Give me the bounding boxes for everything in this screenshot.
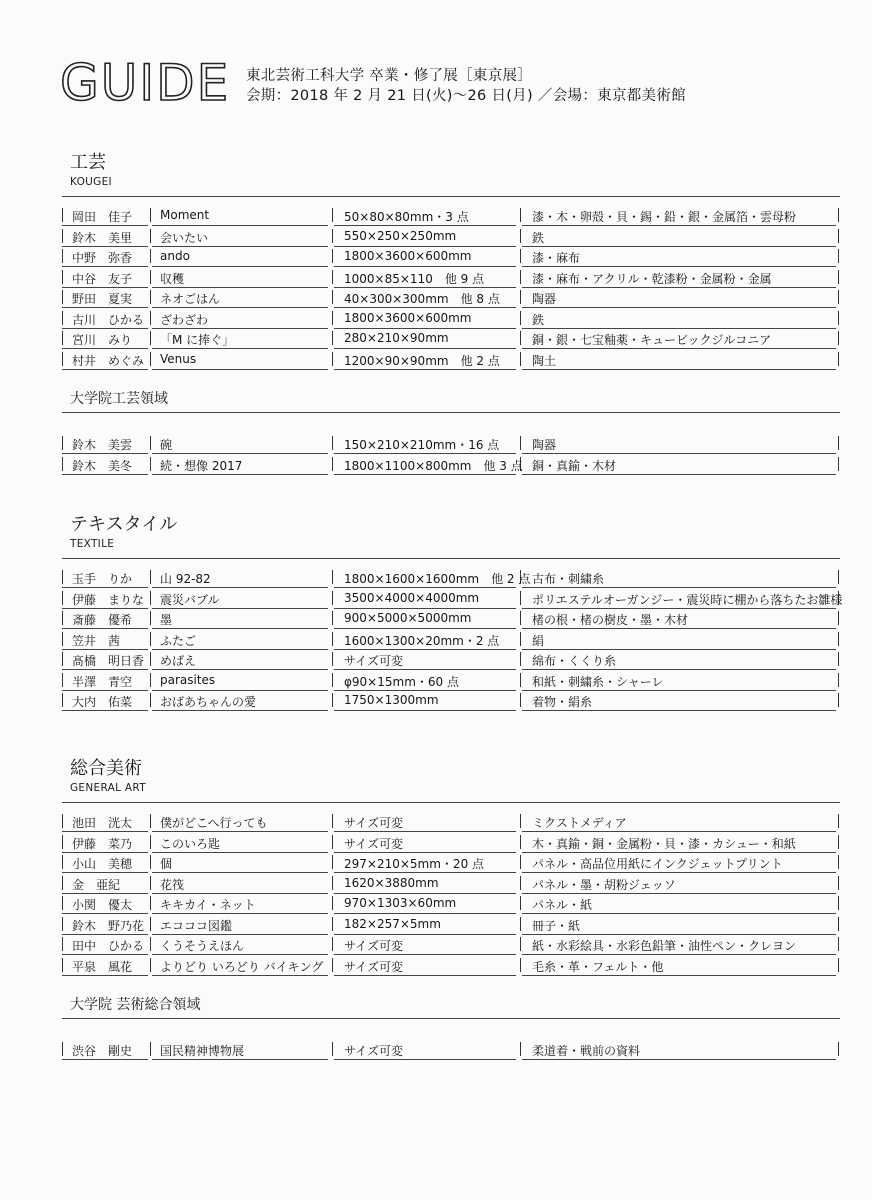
artwork-material: パネル・高品位用紙にインクジェットプリント xyxy=(532,857,783,871)
artwork-row xyxy=(62,288,842,308)
row-underline xyxy=(62,975,148,976)
artist-name: 古川 ひかる xyxy=(72,312,145,327)
artwork-material: 陶器 xyxy=(532,438,557,452)
column-separator xyxy=(62,855,63,869)
column-separator xyxy=(520,436,521,450)
artwork-title: 震災バブル xyxy=(160,592,220,607)
row-underline xyxy=(62,1059,148,1060)
column-separator xyxy=(62,290,63,304)
column-separator xyxy=(150,591,151,605)
artwork-material: 着物・絹糸 xyxy=(532,695,593,709)
column-separator xyxy=(520,876,521,890)
column-separator xyxy=(150,352,151,366)
artist-name: 池田 洸太 xyxy=(72,816,133,830)
column-separator xyxy=(332,229,333,243)
column-separator xyxy=(332,937,333,951)
section-title-textile: テキスタイル xyxy=(70,514,178,535)
row-underline xyxy=(334,710,516,711)
column-separator xyxy=(150,958,151,972)
column-separator xyxy=(150,457,151,471)
row-underline xyxy=(334,1059,516,1060)
row-underline xyxy=(62,369,148,370)
column-separator xyxy=(62,896,63,910)
artwork-size: 182×257×5mm xyxy=(344,916,441,931)
column-separator xyxy=(332,208,333,222)
artwork-material: ポリエステルオーガンジー・震災時に棚から落ちたお雛様 xyxy=(532,592,843,607)
artwork-size: 900×5000×5000mm xyxy=(344,611,472,625)
column-separator xyxy=(838,570,839,584)
column-separator xyxy=(150,632,151,646)
artwork-title: 個 xyxy=(160,857,173,871)
column-separator xyxy=(838,436,839,450)
artwork-row xyxy=(62,915,842,935)
column-separator xyxy=(332,290,333,304)
artwork-title: よりどり いろどり バイキング xyxy=(160,959,324,974)
column-separator xyxy=(150,331,151,345)
artwork-size: サイズ可変 xyxy=(344,816,404,830)
column-separator xyxy=(520,958,521,972)
column-separator xyxy=(150,249,151,263)
artwork-row xyxy=(62,227,842,247)
artwork-title: 山 92-82 xyxy=(160,572,211,586)
artwork-title: このいろ匙 xyxy=(160,836,221,851)
section-title-general-art-grad: 大学院 芸術総合領域 xyxy=(70,997,201,1013)
column-separator xyxy=(838,958,839,972)
column-separator xyxy=(62,693,63,707)
row-underline xyxy=(522,474,836,475)
artist-name: 金 亜紀 xyxy=(72,877,121,892)
artwork-title: 墨 xyxy=(160,613,173,627)
section-divider xyxy=(62,412,840,413)
column-separator xyxy=(150,611,151,625)
column-separator xyxy=(838,331,839,345)
row-underline xyxy=(152,975,328,976)
column-separator xyxy=(838,1042,839,1056)
artist-name: 中谷 友子 xyxy=(72,271,133,286)
column-separator xyxy=(838,693,839,707)
row-underline xyxy=(522,975,836,976)
section-subtitle-kougei: KOUGEI xyxy=(70,176,112,188)
column-separator xyxy=(62,673,63,687)
artwork-row xyxy=(62,350,842,370)
artwork-title: エコココ図鑑 xyxy=(160,918,233,933)
section-divider xyxy=(62,1018,840,1019)
artist-name: 渋谷 剛史 xyxy=(72,1044,133,1058)
artwork-size: 1000×85×110 他 9 点 xyxy=(344,271,485,286)
artwork-material: 漆・麻布・アクリル・乾漆粉・金属粉・金属 xyxy=(532,271,772,286)
artwork-material: 銅・真鍮・木材 xyxy=(532,458,617,473)
artwork-size: 280×210×90mm xyxy=(344,331,449,345)
column-separator xyxy=(332,570,333,584)
artwork-row xyxy=(62,956,842,976)
artwork-material: 和紙・刺繍糸・シャーレ xyxy=(532,674,664,689)
artist-name: 鈴木 美冬 xyxy=(72,458,133,473)
column-separator xyxy=(62,937,63,951)
artwork-size: 150×210×210mm・16 点 xyxy=(344,438,500,452)
exhibition-dates-venue: 会期：2018 年 2 月 21 日(火)〜26 日(月) ／会場：東京都美術館 xyxy=(246,88,686,104)
column-separator xyxy=(838,311,839,325)
row-underline xyxy=(152,474,328,475)
column-separator xyxy=(838,896,839,910)
column-separator xyxy=(150,436,151,450)
artwork-title: ふたご xyxy=(160,633,197,648)
artwork-row xyxy=(62,1040,842,1060)
row-underline xyxy=(152,710,328,711)
column-separator xyxy=(838,876,839,890)
column-separator xyxy=(332,436,333,450)
column-separator xyxy=(520,693,521,707)
row-underline xyxy=(152,1059,328,1060)
column-separator xyxy=(62,249,63,263)
artwork-size: 970×1303×60mm xyxy=(344,896,457,910)
column-separator xyxy=(838,249,839,263)
column-separator xyxy=(150,876,151,890)
column-separator xyxy=(62,570,63,584)
column-separator xyxy=(62,208,63,222)
column-separator xyxy=(520,814,521,828)
artist-name: 鈴木 美里 xyxy=(72,230,133,245)
column-separator xyxy=(520,632,521,646)
column-separator xyxy=(150,693,151,707)
column-separator xyxy=(150,652,151,666)
column-separator xyxy=(838,917,839,931)
column-separator xyxy=(520,352,521,366)
artwork-row xyxy=(62,630,842,650)
column-separator xyxy=(520,937,521,951)
artwork-size: 1750×1300mm xyxy=(344,693,439,707)
column-separator xyxy=(838,208,839,222)
section-title-kougei: 工芸 xyxy=(70,152,106,173)
column-separator xyxy=(150,917,151,931)
column-separator xyxy=(62,1042,63,1056)
artist-name: 小関 優太 xyxy=(72,898,133,912)
artist-name: 村井 めぐみ xyxy=(72,353,145,368)
column-separator xyxy=(62,835,63,849)
column-separator xyxy=(838,457,839,471)
column-separator xyxy=(150,835,151,849)
column-separator xyxy=(332,591,333,605)
column-separator xyxy=(332,632,333,646)
artwork-row xyxy=(62,206,842,226)
column-separator xyxy=(150,311,151,325)
column-separator xyxy=(520,290,521,304)
section-subtitle-general-art: GENERAL ART xyxy=(70,782,146,794)
section-divider xyxy=(62,196,840,197)
artist-name: 斎藤 優希 xyxy=(72,613,133,627)
row-underline xyxy=(334,369,516,370)
artwork-row xyxy=(62,589,842,609)
artwork-material: 漆・木・卵殻・貝・錫・鉛・銀・金属箔・雲母粉 xyxy=(532,210,797,224)
column-separator xyxy=(150,570,151,584)
column-separator xyxy=(62,229,63,243)
column-separator xyxy=(332,457,333,471)
artwork-row xyxy=(62,268,842,288)
column-separator xyxy=(62,311,63,325)
artwork-row xyxy=(62,329,842,349)
column-separator xyxy=(150,896,151,910)
column-separator xyxy=(62,652,63,666)
artwork-row xyxy=(62,609,842,629)
artist-name: 伊藤 菜乃 xyxy=(72,836,133,851)
column-separator xyxy=(332,896,333,910)
row-underline xyxy=(334,975,516,976)
column-separator xyxy=(332,958,333,972)
artwork-row xyxy=(62,691,842,711)
column-separator xyxy=(332,311,333,325)
column-separator xyxy=(838,835,839,849)
row-underline xyxy=(152,369,328,370)
artwork-size: 1800×3600×600mm xyxy=(344,310,472,325)
section-subtitle-textile: TEXTILE xyxy=(70,538,115,550)
artwork-title: 会いたい xyxy=(160,230,209,245)
artist-name: 玉手 りか xyxy=(72,572,133,586)
column-separator xyxy=(332,835,333,849)
artwork-title: parasites xyxy=(160,672,216,687)
artwork-size: 297×210×5mm・20 点 xyxy=(344,857,485,871)
artwork-row xyxy=(62,671,842,691)
column-separator xyxy=(62,436,63,450)
artwork-material: 楮の根・楮の樹皮・墨・木材 xyxy=(532,613,689,627)
artwork-size: 1600×1300×20mm・2 点 xyxy=(344,633,500,648)
section-divider xyxy=(62,802,840,803)
artwork-material: 絹 xyxy=(532,633,545,648)
artwork-row xyxy=(62,812,842,832)
artwork-row xyxy=(62,455,842,475)
artwork-title: めばえ xyxy=(160,654,197,668)
column-separator xyxy=(62,632,63,646)
column-separator xyxy=(838,270,839,284)
artist-name: 小山 美穂 xyxy=(72,857,133,871)
artist-name: 伊藤 まりな xyxy=(72,592,145,607)
artwork-row xyxy=(62,833,842,853)
section-title-kougei-grad: 大学院工芸領域 xyxy=(70,391,168,407)
column-separator xyxy=(838,814,839,828)
artwork-row xyxy=(62,894,842,914)
artwork-size: サイズ可変 xyxy=(344,1044,404,1058)
artwork-size: 40×300×300mm 他 8 点 xyxy=(344,292,500,306)
artwork-material: 漆・麻布 xyxy=(532,251,581,265)
artwork-material: 柔道着・戦前の資料 xyxy=(532,1044,641,1058)
artwork-size: サイズ可変 xyxy=(344,939,404,953)
column-separator xyxy=(332,673,333,687)
column-separator xyxy=(520,673,521,687)
artwork-title: ネオごはん xyxy=(160,292,221,306)
artwork-material: ミクストメディア xyxy=(532,816,627,830)
artwork-row xyxy=(62,853,842,873)
column-separator xyxy=(62,331,63,345)
column-separator xyxy=(332,249,333,263)
artwork-material: 陶土 xyxy=(532,353,557,368)
row-underline xyxy=(522,1059,836,1060)
guide-logo: GUIDE xyxy=(60,54,231,112)
column-separator xyxy=(332,693,333,707)
artwork-material: 紙・水彩絵具・水彩色鉛筆・油性ペン・クレヨン xyxy=(532,939,797,953)
column-separator xyxy=(838,611,839,625)
column-separator xyxy=(150,937,151,951)
column-separator xyxy=(838,632,839,646)
artwork-size: サイズ可変 xyxy=(344,654,404,668)
artist-name: 岡田 佳子 xyxy=(72,210,133,224)
artwork-material: 木・真鍮・銅・金属粉・貝・漆・カシュー・和紙 xyxy=(532,836,796,851)
column-separator xyxy=(150,814,151,828)
artwork-row xyxy=(62,434,842,454)
column-separator xyxy=(520,208,521,222)
artwork-material: 銅・銀・七宝釉薬・キュービックジルコニア xyxy=(532,333,772,347)
artist-name: 鈴木 美雲 xyxy=(72,438,133,452)
artwork-material: 綿布・くくり糸 xyxy=(532,654,617,668)
column-separator xyxy=(62,876,63,890)
column-separator xyxy=(62,270,63,284)
row-underline xyxy=(62,474,148,475)
artwork-title: 収穫 xyxy=(160,271,185,286)
row-underline xyxy=(62,710,148,711)
column-separator xyxy=(62,591,63,605)
column-separator xyxy=(838,937,839,951)
artwork-size: 550×250×250mm xyxy=(344,228,457,243)
column-separator xyxy=(838,652,839,666)
artwork-size: サイズ可変 xyxy=(344,959,404,974)
column-separator xyxy=(62,917,63,931)
artist-name: 笠井 茜 xyxy=(72,633,121,648)
column-separator xyxy=(332,331,333,345)
artwork-size: サイズ可変 xyxy=(344,836,404,851)
column-separator xyxy=(520,917,521,931)
artwork-title: 国民精神博物展 xyxy=(160,1044,245,1058)
column-separator xyxy=(332,876,333,890)
column-separator xyxy=(332,814,333,828)
artwork-material: 陶器 xyxy=(532,292,557,306)
column-separator xyxy=(520,835,521,849)
artwork-title: 続・想像 2017 xyxy=(160,458,243,473)
column-separator xyxy=(520,896,521,910)
column-separator xyxy=(150,270,151,284)
column-separator xyxy=(520,249,521,263)
artist-name: 田中 ひかる xyxy=(72,939,145,953)
column-separator xyxy=(150,229,151,243)
column-separator xyxy=(520,652,521,666)
artwork-size: 1200×90×90mm 他 2 点 xyxy=(344,353,500,368)
column-separator xyxy=(332,270,333,284)
exhibition-title: 東北芸術工科大学 卒業・修了展［東京展］ xyxy=(246,68,533,84)
column-separator xyxy=(150,290,151,304)
artist-name: 大内 佑菜 xyxy=(72,695,133,709)
artwork-row xyxy=(62,874,842,894)
column-separator xyxy=(838,229,839,243)
column-separator xyxy=(520,331,521,345)
row-underline xyxy=(522,369,836,370)
artwork-material: 鉄 xyxy=(532,312,545,327)
column-separator xyxy=(520,311,521,325)
artist-name: 髙橋 明日香 xyxy=(72,654,145,668)
artwork-title: 花筏 xyxy=(160,877,185,892)
artwork-material: 冊子・紙 xyxy=(532,918,581,933)
artwork-title: Venus xyxy=(160,351,197,366)
row-underline xyxy=(334,474,516,475)
artwork-row xyxy=(62,247,842,267)
artwork-size: 1800×3600×600mm xyxy=(344,249,472,263)
column-separator xyxy=(332,1042,333,1056)
column-separator xyxy=(838,673,839,687)
artwork-title: ざわざわ xyxy=(160,312,209,327)
column-separator xyxy=(520,611,521,625)
artwork-size: 1620×3880mm xyxy=(344,875,439,890)
column-separator xyxy=(332,352,333,366)
column-separator xyxy=(150,1042,151,1056)
artwork-size: 1800×1600×1600mm 他 2 点 xyxy=(344,572,531,586)
artwork-row xyxy=(62,935,842,955)
column-separator xyxy=(520,229,521,243)
artist-name: 宮川 みり xyxy=(72,333,133,347)
column-separator xyxy=(332,611,333,625)
artwork-title: 僕がどこへ行っても xyxy=(160,816,268,830)
column-separator xyxy=(62,611,63,625)
column-separator xyxy=(838,352,839,366)
artwork-material: パネル・墨・胡粉ジェッソ xyxy=(532,877,676,892)
artwork-row xyxy=(62,650,842,670)
artist-name: 平泉 風花 xyxy=(72,959,133,974)
column-separator xyxy=(332,652,333,666)
artwork-row xyxy=(62,568,842,588)
artwork-material: 毛糸・革・フェルト・他 xyxy=(532,959,664,974)
column-separator xyxy=(838,855,839,869)
column-separator xyxy=(838,290,839,304)
column-separator xyxy=(62,457,63,471)
column-separator xyxy=(62,814,63,828)
artwork-title: キキカイ・ネット xyxy=(160,898,256,912)
artwork-title: ando xyxy=(160,249,190,263)
section-divider xyxy=(62,558,840,559)
artist-name: 中野 弥香 xyxy=(72,251,133,265)
artwork-title: Moment xyxy=(160,208,210,222)
column-separator xyxy=(520,1042,521,1056)
column-separator xyxy=(520,591,521,605)
column-separator xyxy=(520,855,521,869)
artist-name: 鈴木 野乃花 xyxy=(72,918,145,933)
artist-name: 野田 夏実 xyxy=(72,292,133,306)
artist-name: 半澤 青空 xyxy=(72,674,133,689)
column-separator xyxy=(332,855,333,869)
artwork-size: φ90×15mm・60 点 xyxy=(344,674,459,689)
column-separator xyxy=(520,270,521,284)
artwork-row xyxy=(62,309,842,329)
column-separator xyxy=(150,208,151,222)
artwork-material: パネル・紙 xyxy=(532,898,593,912)
row-underline xyxy=(522,710,836,711)
artwork-material: 古布・刺繍糸 xyxy=(532,572,605,586)
artwork-material: 鉄 xyxy=(532,230,545,245)
artwork-size: 50×80×80mm・3 点 xyxy=(344,210,469,224)
artwork-title: おばあちゃんの愛 xyxy=(160,695,257,709)
section-title-general-art: 総合美術 xyxy=(70,758,142,779)
column-separator xyxy=(62,352,63,366)
artwork-title: くうそうえほん xyxy=(160,939,245,953)
artwork-size: 3500×4000×4000mm xyxy=(344,590,480,605)
column-separator xyxy=(62,958,63,972)
column-separator xyxy=(150,673,151,687)
column-separator xyxy=(332,917,333,931)
artwork-size: 1800×1100×800mm 他 3 点 xyxy=(344,458,523,473)
artwork-title: 碗 xyxy=(160,438,173,452)
column-separator xyxy=(150,855,151,869)
artwork-title: 「M に捧ぐ」 xyxy=(160,333,235,347)
